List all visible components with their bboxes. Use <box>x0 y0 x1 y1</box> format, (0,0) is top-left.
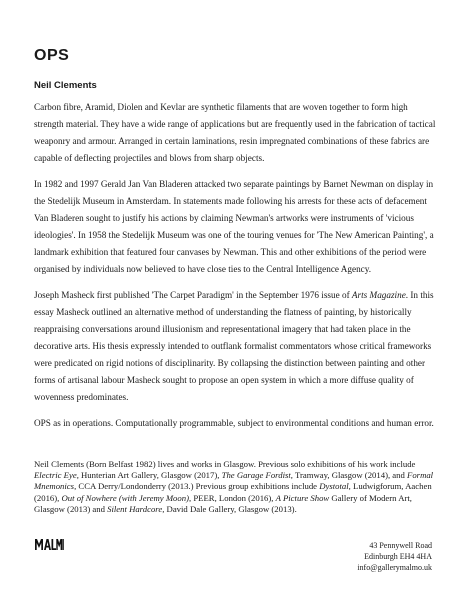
bio-paragraph <box>34 459 438 515</box>
bio-exhibition-title: Electric Eye <box>34 470 77 481</box>
bio-text: , Hunterian Art Gallery, Glasgow (2017), <box>76 470 222 481</box>
bio-exhibition-title: Dystotal <box>319 481 349 492</box>
bio-text: Neil Clements (Born Belfast 1982) lives and works in Glasgow. Previous solo exhibitions of his work include <box>34 459 416 469</box>
email-link[interactable]: info@gallerymalmo.uk <box>357 563 432 572</box>
paragraph-3 <box>34 287 438 406</box>
bio-text: Gallery of Modern Art, Glasgow (2013) and <box>34 492 412 514</box>
address-line-1: 43 Pennywell Road <box>369 541 432 550</box>
bio-text: , CCA Derry/Londonderry (2013.) Previous group exhibitions include <box>74 481 320 492</box>
paragraph-3-text-a: Joseph Masheck first published 'The Carpet Paradigm' in the September 1976 issue of <box>34 290 352 300</box>
address-line-2: Edinburgh EH4 4HA <box>364 552 432 561</box>
gallery-address <box>357 540 432 573</box>
bio-text: , David Dale Gallery, Glasgow (2013). <box>162 503 297 514</box>
paragraph-4: OPS as in operations. Computationally programmable, subject to environmental conditions and human error. <box>34 418 434 428</box>
author-name: Neil Clements <box>34 80 97 91</box>
bio-exhibition-title: A Picture Show <box>275 492 330 503</box>
gallery-malmo-logo <box>34 537 64 551</box>
arts-magazine-title: Arts Magazine <box>351 290 406 300</box>
artist-bio <box>34 459 438 515</box>
bio-exhibition-title: Formal Mnemonics <box>34 470 434 492</box>
bio-exhibition-title: Out of Nowhere (with Jeremy Moon) <box>61 492 189 503</box>
bio-text: , Tramway, Glasgow (2014), and <box>290 470 408 481</box>
bio-exhibition-title: The Garage Fordist <box>221 470 291 481</box>
bio-exhibition-title: Silent Hardcore <box>107 503 163 514</box>
essay-body <box>34 99 438 441</box>
paragraph-3-text-b: . In this essay Masheck outlined an alternative method of understanding the flatness of painting, by historically reappraising conversations around illusionism and representational imagery that had taken place in the decorative arts. His thesis expressly intended to outflank formalist commentators whose critical frameworks were predicated on rigid notions of disciplinarity. By collapsing the distinction between painting and other forms of artisanal labour Masheck sought to propose an open system in which a more diffuse quality of wovenness predominates. <box>34 290 434 402</box>
bio-text: , PEER, London (2016), <box>189 492 276 503</box>
paragraph-2: In 1982 and 1997 Gerald Jan Van Bladeren attacked two separate paintings by Barnet Newman on display in the Stedelijk Museum in Amsterdam. In statements made following his arrests for these acts of defacement Van Bladeren sought to justify his actions by claiming Newman's artworks were instruments of 'vicious ideologies'. In 1958 the Stedelijk Museum was one of the touring venues for 'The New American Painting', a landmark exhibition that featured four canvases by Newman. This and other exhibitions of the period were organised by individuals now believed to have close ties to the Central Intelligence Agency. <box>34 179 434 274</box>
bio-text: , Ludwigforum, Aachen (2016), <box>34 481 432 503</box>
paragraph-1: Carbon fibre, Aramid, Diolen and Kevlar are synthetic filaments that are woven together to form high strength material. They have a wide range of applications but are frequently used in the fabrication of tactical weaponry and armour. Arranged in certain laminations, resin impregnated combinations of these fabrics are capable of deflecting projectiles and blows from sharp objects. <box>34 102 436 163</box>
page-title: OPS <box>34 47 70 64</box>
